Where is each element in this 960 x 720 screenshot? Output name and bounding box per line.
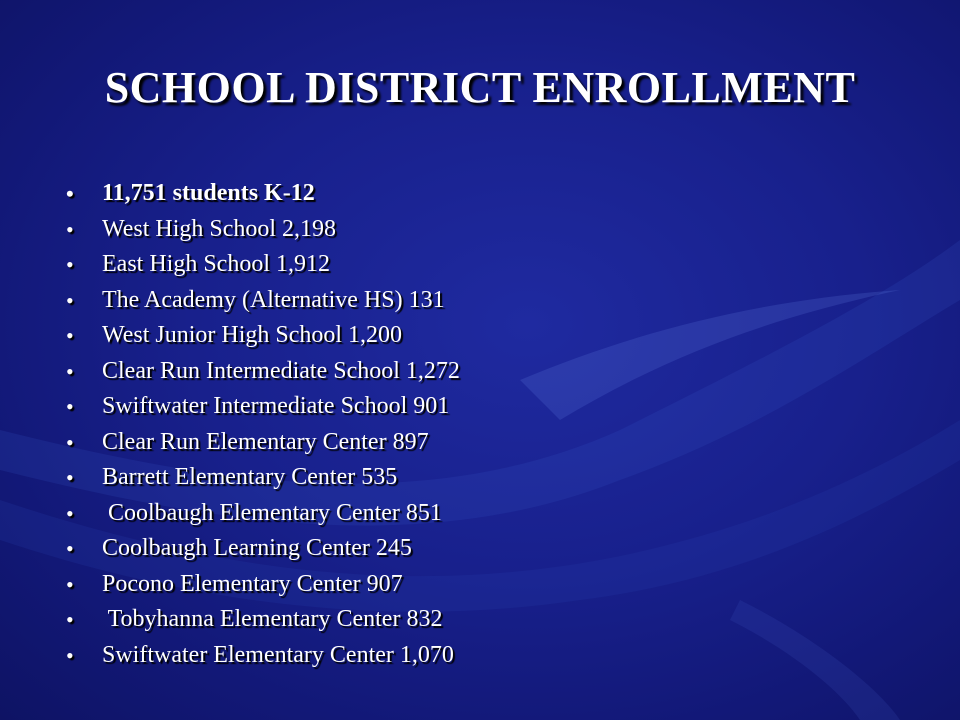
slide-title: SCHOOL DISTRICT ENROLLMENT: [104, 63, 856, 112]
list-item: [66, 531, 460, 567]
list-item-text: Swiftwater Intermediate School 901: [102, 393, 450, 419]
list-item: [66, 567, 460, 603]
list-item-text: East High School 1,912: [102, 251, 330, 277]
bullet-icon: •: [66, 536, 74, 561]
list-item: [66, 496, 460, 532]
list-item-text: Clear Run Intermediate School 1,272: [102, 357, 460, 384]
list-item-text: Pocono Elementary Center 907: [102, 570, 403, 597]
list-item: [66, 212, 460, 248]
bullet-icon: •: [66, 287, 74, 313]
list-item: [66, 638, 460, 674]
list-item-text: The Academy (Alternative HS) 131: [102, 286, 445, 313]
list-item-text: Barrett Elementary Center 535: [102, 464, 398, 490]
list-item: [66, 460, 460, 496]
list-item-text: Coolbaugh Learning Center 245: [102, 535, 412, 561]
bullet-icon: •: [66, 500, 74, 526]
list-item: [66, 318, 460, 354]
list-item: [66, 354, 460, 390]
list-item-text: 11,751 students K-12: [102, 180, 315, 206]
bullet-icon: •: [66, 429, 74, 455]
bullet-icon: •: [66, 216, 74, 242]
list-item-text: Tobyhanna Elementary Center 832: [102, 606, 443, 632]
list-item-text: West Junior High School 1,200: [102, 322, 403, 348]
list-item-text: Clear Run Elementary Center 897: [102, 428, 429, 455]
bullet-icon: •: [66, 465, 74, 490]
bullet-icon: •: [66, 571, 74, 597]
list-item: [66, 602, 460, 638]
list-item-text: Coolbaugh Elementary Center 851: [102, 499, 442, 526]
list-item: [66, 389, 460, 425]
list-item-text: Swiftwater Elementary Center 1,070: [102, 641, 454, 668]
bullet-icon: •: [66, 607, 74, 632]
bullet-icon: •: [66, 181, 74, 206]
list-item: [66, 283, 460, 319]
list-item-text: West High School 2,198: [102, 215, 337, 242]
list-item: [66, 176, 460, 212]
bullet-icon: •: [66, 394, 74, 419]
bullet-icon: •: [66, 642, 74, 668]
bullet-icon: •: [66, 252, 74, 277]
list-item: [66, 425, 460, 461]
bullet-icon: •: [66, 323, 74, 348]
list-item: [66, 247, 460, 283]
bullet-icon: •: [66, 358, 74, 384]
enrollment-list: [66, 176, 460, 673]
